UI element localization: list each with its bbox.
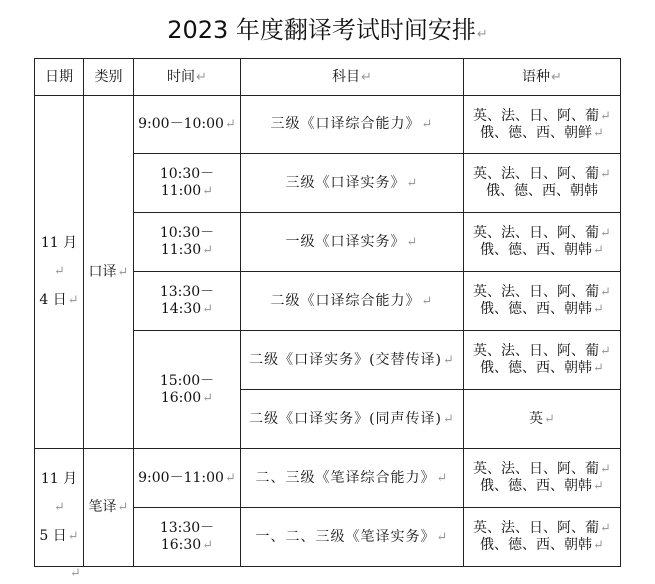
subject-cell: 二、三级《笔译综合能力》↵	[241, 449, 464, 508]
subject-cell: 二级《口译综合能力》↵	[241, 272, 464, 331]
paragraph-mark-icon: ↵	[70, 566, 81, 581]
time-cell: 13:30－14:30↵	[134, 272, 241, 331]
date-cell: 11 月↵ 5 日↵	[35, 449, 84, 567]
time-cell: 15:00－16:00↵	[134, 331, 241, 449]
header-date: 日期	[35, 59, 84, 96]
language-cell: 英、法、日、阿、葡↵ 俄、德、西、朝韩↵	[464, 213, 621, 272]
category-cell: 口译↵	[84, 96, 134, 449]
subject-cell: 三级《口译实务》↵	[241, 154, 464, 213]
date-cell: 11 月↵ 4 日↵	[35, 96, 84, 449]
language-cell: 英、法、日、阿、葡↵ 俄、德、西、朝韩↵	[464, 272, 621, 331]
category-cell: 笔译↵	[84, 449, 134, 567]
table-row	[35, 96, 621, 154]
header-subject: 科目↵	[241, 59, 464, 96]
header-time: 时间↵	[134, 59, 241, 96]
schedule-table	[34, 58, 621, 567]
title-text: 2023 年度翻译考试时间安排	[167, 16, 476, 44]
time-cell: 9:00－11:00↵	[134, 449, 241, 508]
language-cell: 英、法、日、阿、葡↵ 俄、德、西、朝韩↵	[464, 331, 621, 390]
header-category: 类别	[84, 59, 134, 96]
table-row	[35, 449, 621, 508]
time-cell: 13:30－16:30↵	[134, 508, 241, 567]
paragraph-mark-icon: ↵	[476, 27, 488, 42]
header-language: 语种↵	[464, 59, 621, 96]
subject-cell: 一级《口译实务》↵	[241, 213, 464, 272]
table-header-row	[35, 59, 621, 96]
page-title	[0, 10, 655, 45]
subject-cell: 一、二、三级《笔译实务》↵	[241, 508, 464, 567]
subject-cell: 二级《口译实务》(同声传译)↵	[241, 390, 464, 449]
time-cell: 9:00－10:00↵	[134, 96, 241, 154]
subject-cell: 三级《口译综合能力》↵	[241, 96, 464, 154]
language-cell: 英、法、日、阿、葡↵ 俄、德、西、朝韩↵	[464, 508, 621, 567]
language-cell: 英、法、日、阿、葡↵ 俄、德、西、朝韩↵	[464, 449, 621, 508]
subject-cell: 二级《口译实务》(交替传译)↵	[241, 331, 464, 390]
time-cell: 10:30－11:30↵	[134, 213, 241, 272]
language-cell: 英、法、日、阿、葡↵ 俄、德、西、朝鲜↵	[464, 96, 621, 154]
time-cell: 10:30－11:00↵	[134, 154, 241, 213]
language-cell: 英↵	[464, 390, 621, 449]
language-cell: 英、法、日、阿、葡↵ 俄、德、西、朝韩	[464, 154, 621, 213]
